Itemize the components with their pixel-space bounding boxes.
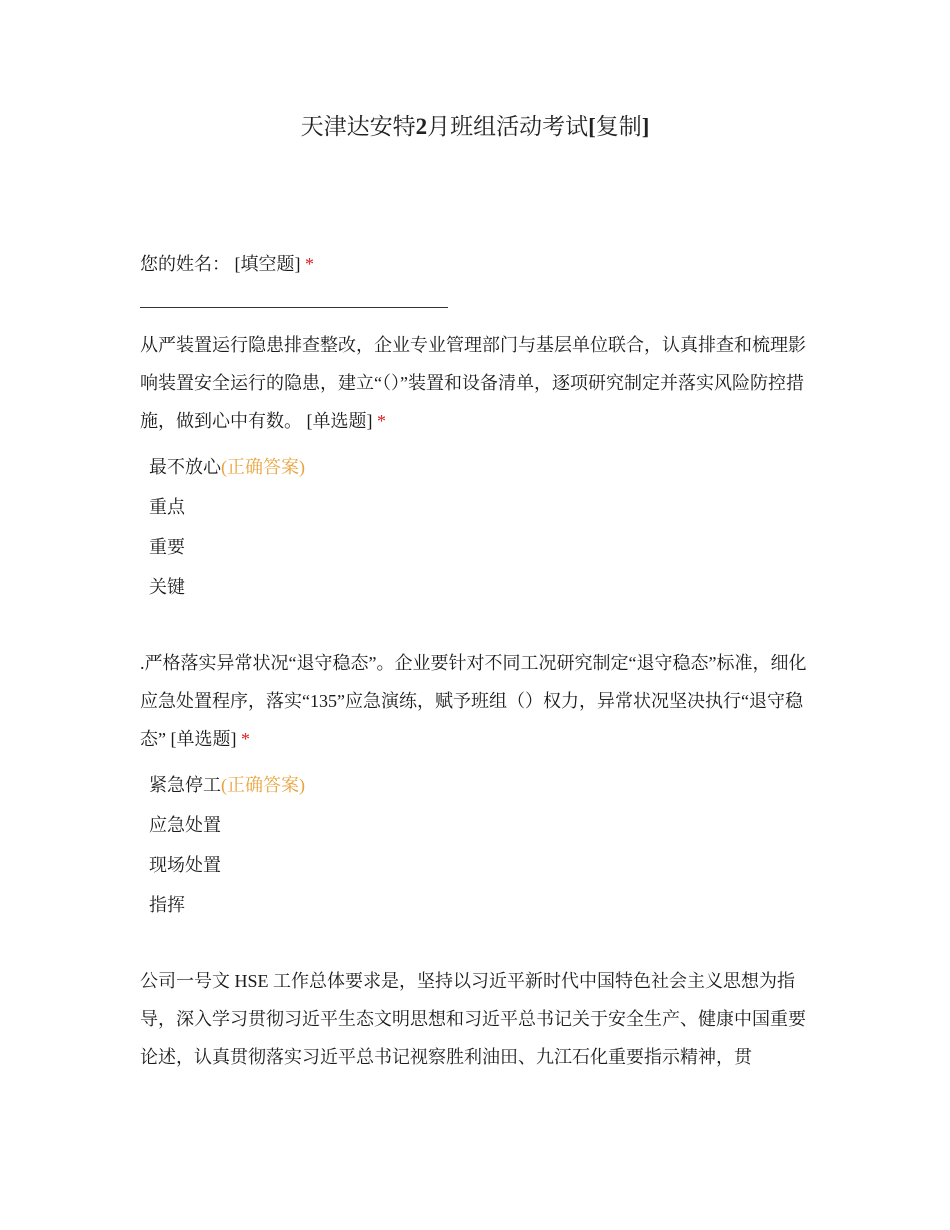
option-item[interactable] — [149, 851, 221, 879]
option-label: 应急处置 — [149, 815, 221, 835]
option-item[interactable] — [149, 771, 305, 799]
correct-answer-tag: (正确答案) — [221, 457, 305, 477]
option-item[interactable] — [149, 573, 185, 601]
title-middle: 月班组活动考试 — [427, 114, 589, 139]
question-name — [140, 245, 820, 283]
correct-answer-tag: (正确答案) — [221, 775, 305, 795]
question-hse-requirements — [140, 962, 820, 1076]
option-label: 紧急停工 — [149, 775, 221, 795]
title-bracket-open: [ — [588, 114, 596, 139]
question-hidden-danger — [140, 326, 820, 440]
required-mark: * — [377, 411, 386, 431]
required-mark: * — [241, 729, 250, 749]
title-month-number: 2 — [415, 114, 428, 139]
option-label: 重点 — [149, 497, 185, 517]
title-bracket-close: ] — [641, 114, 650, 139]
option-label: 重要 — [149, 537, 185, 557]
option-item[interactable] — [149, 493, 185, 521]
option-label: 指挥 — [149, 895, 185, 915]
option-label: 现场处置 — [149, 855, 221, 875]
question-text: 公司一号文 HSE 工作总体要求是，坚持以习近平新时代中国特色社会主义思想为指导，深入学习贯彻习近平生态文明思想和习近平总书记关于安全生产、健康中国重要论述，认真贯彻落实习近平总书记视察胜利油田、九江石化重要指示精神，贯 — [140, 971, 806, 1067]
option-label: 最不放心 — [149, 457, 221, 477]
required-mark: * — [305, 254, 314, 274]
option-item[interactable] — [149, 891, 185, 919]
option-label: 关键 — [149, 577, 185, 597]
question-type: [单选题] — [306, 411, 373, 431]
name-answer-line[interactable] — [140, 307, 448, 308]
title-prefix: 天津达安特 — [300, 114, 416, 139]
question-text: .严格落实异常状况“退守稳态”。企业要针对不同工况研究制定“退守稳态”标准，细化应急处置程序，落实“135”应急演练，赋予班组（）权力，异常状况坚决执行“退守稳态” — [140, 653, 807, 749]
question-type: [单选题] — [170, 729, 237, 749]
option-item[interactable] — [149, 453, 305, 481]
title-copy-label: 复制 — [595, 114, 642, 139]
question-steady-state — [140, 644, 820, 758]
question-text: 您的姓名： — [140, 254, 230, 274]
question-text: 从严装置运行隐患排查整改，企业专业管理部门与基层单位联合，认真排查和梳理影响装置安全运行的隐患，建立“（）”装置和设备清单，逐项研究制定并落实风险防控措施，做到心中有数。 — [140, 335, 806, 431]
question-type: [填空题] — [234, 254, 301, 274]
page-title — [0, 109, 950, 145]
option-item[interactable] — [149, 811, 221, 839]
option-item[interactable] — [149, 533, 185, 561]
